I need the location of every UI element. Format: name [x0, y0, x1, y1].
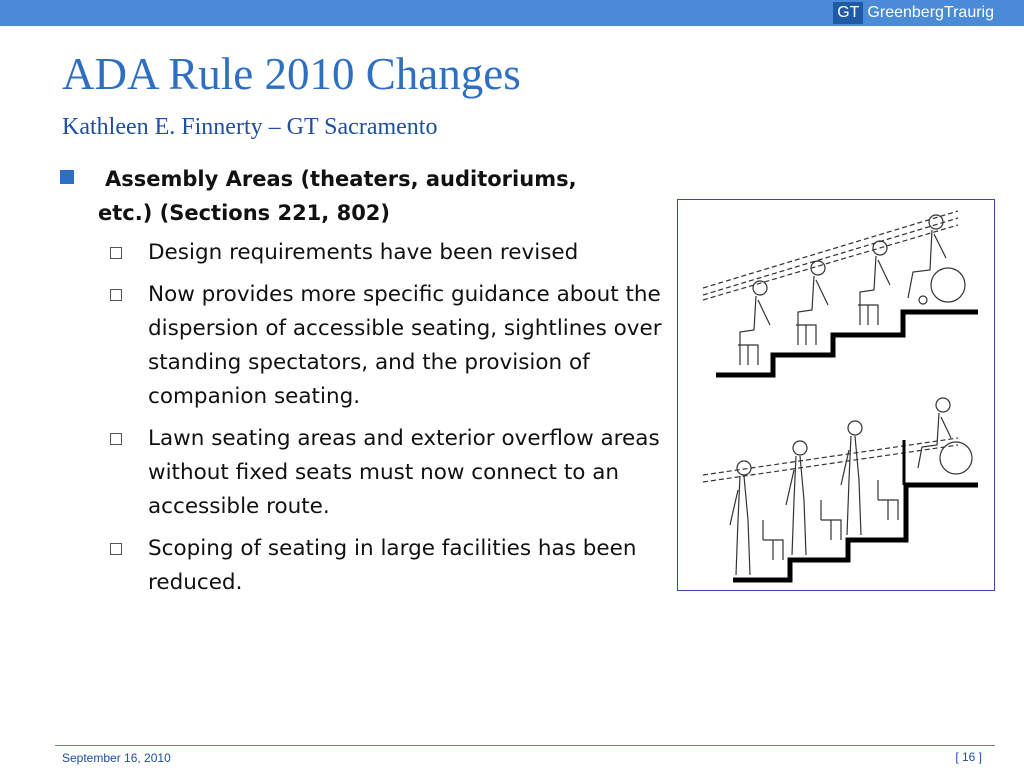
wheelchair-user-figure: [908, 215, 965, 304]
empty-seat-figure: [878, 480, 898, 520]
sub-bullet: [110, 278, 670, 414]
hollow-square-bullet-icon: [110, 433, 122, 445]
sub-bullet-text: Now provides more specific guidance about the dispersion of accessible seating, sightlines over standing spectators, and the provision of companion seating.: [148, 282, 662, 409]
page-number: [ 16 ]: [955, 750, 982, 764]
sub-bullet-text: Scoping of seating in large facilities has been reduced.: [148, 536, 637, 595]
lower-seating-diagram: [703, 398, 978, 580]
hollow-square-bullet-icon: [110, 543, 122, 555]
sub-bullet: [110, 236, 670, 270]
greenberg-traurig-logo: [833, 0, 994, 26]
hollow-square-bullet-icon: [110, 289, 122, 301]
square-bullet-icon: [60, 170, 74, 184]
sub-bullet: [110, 422, 670, 524]
empty-seat-figure: [821, 500, 841, 540]
logo-gt-mark: GT: [833, 2, 863, 24]
sub-bullet-list: [110, 236, 670, 608]
standing-person-figure: [786, 441, 807, 555]
seating-sightline-diagram: [678, 200, 994, 590]
slide-subtitle: Kathleen E. Finnerty – GT Sacramento: [62, 114, 438, 140]
seated-person-figure: [796, 261, 828, 345]
seated-person-figure: [738, 281, 770, 365]
standing-person-figure: [730, 461, 751, 575]
slide-title: ADA Rule 2010 Changes: [62, 49, 521, 99]
wheelchair-user-figure: [904, 398, 972, 485]
sub-bullet: [110, 532, 670, 600]
empty-seat-figure: [763, 520, 783, 560]
seated-person-figure: [858, 241, 890, 325]
main-bullet-line-2: etc.) (Sections 221, 802): [98, 201, 391, 225]
assembly-seating-illustration: [677, 199, 995, 591]
main-bullet: [60, 162, 620, 230]
sub-bullet-text: Lawn seating areas and exterior overflow areas without fixed seats must now connect to an accessible route.: [148, 426, 660, 519]
logo-wordmark: GreenbergTraurig: [867, 4, 994, 21]
footer-divider: [55, 745, 995, 746]
top-banner: [0, 0, 1024, 26]
main-bullet-line-1: Assembly Areas (theaters, auditoriums,: [105, 167, 577, 191]
sub-bullet-text: Design requirements have been revised: [148, 240, 579, 265]
footer-date: September 16, 2010: [62, 751, 171, 765]
upper-seating-diagram: [703, 211, 978, 375]
hollow-square-bullet-icon: [110, 247, 122, 259]
standing-person-figure: [841, 421, 862, 535]
